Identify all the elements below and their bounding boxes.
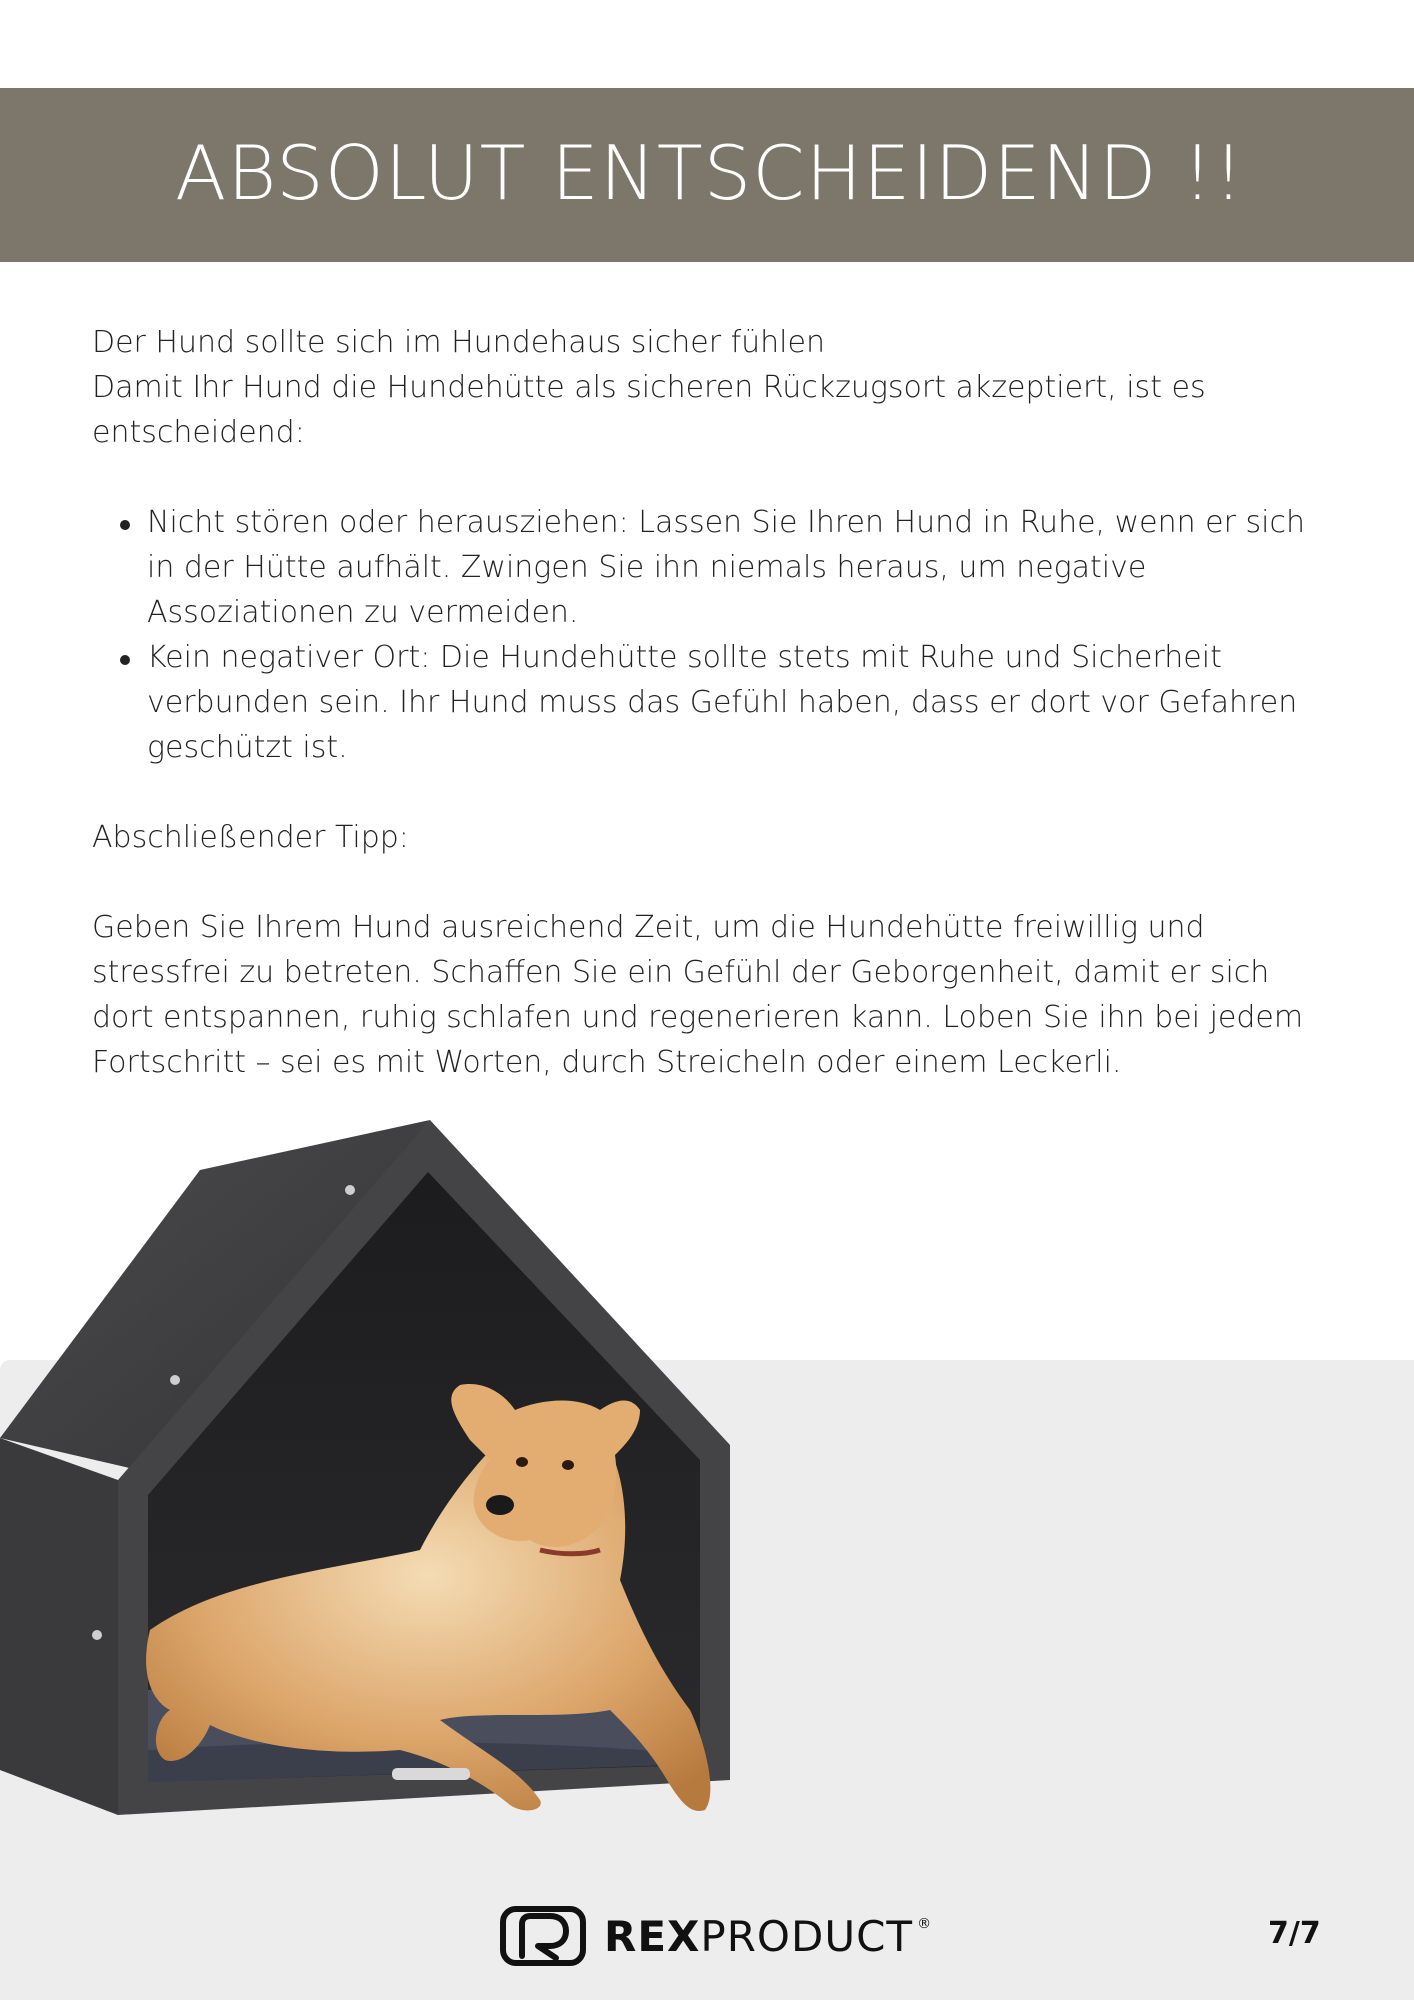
tip-paragraph: Geben Sie Ihrem Hund ausreichend Zeit, um die Hundehütte freiwillig und stressfrei zu betreten. Schaffen Sie ein Gefühl der Geborgenheit, damit er sich dort entspannen, ruhig schlafen und regenerieren kann. Loben Sie ihn bei jedem Fortschritt – sei es mit Worten, durch Streicheln oder einem Leckerli. <box>92 910 1304 1080</box>
dog-house-photo <box>0 1110 760 1830</box>
bullet-item-kein-negativer-ort: Kein negativer Ort: Die Hundehütte sollte stets mit Ruhe und Sicherheit verbunden sein. Ihr Hund muss das Gefühl haben, dass er dort vor Gefahren geschützt ist. <box>147 635 1337 770</box>
logo-product: PRODUCT <box>700 1911 914 1961</box>
logo-rex: REX <box>604 1911 701 1961</box>
intro-heading: Der Hund sollte sich im Hundehaus sicher fühlen <box>92 325 825 360</box>
spacer <box>92 860 1337 905</box>
intro-paragraph: Damit Ihr Hund die Hundehütte als sicheren Rückzugsort akzeptiert, ist es entscheidend: <box>92 370 1206 450</box>
spacer <box>92 770 1337 815</box>
body-text <box>92 320 1337 1085</box>
bullet-item-nicht-stoeren: Nicht stören oder herausziehen: Lassen Sie Ihren Hund in Ruhe, wenn er sich in der Hütte aufhält. Zwingen Sie ihn niemals heraus, um negative Assoziationen zu vermeiden. <box>147 500 1337 635</box>
house-side-wall <box>0 1438 118 1815</box>
house-name-plate <box>392 1768 470 1780</box>
rex-logo-icon <box>500 1906 586 1966</box>
logo-wordmark <box>604 1912 932 1961</box>
spacer <box>92 455 1337 500</box>
bullet-list <box>92 500 1337 770</box>
page-number: 7/7 <box>1268 1916 1321 1951</box>
page-title: ABSOLUT ENTSCHEIDEND !! <box>175 129 1245 217</box>
registered-mark: ® <box>917 1915 933 1932</box>
tip-heading: Abschließender Tipp: <box>92 820 409 855</box>
rexproduct-logo <box>500 1905 932 1967</box>
